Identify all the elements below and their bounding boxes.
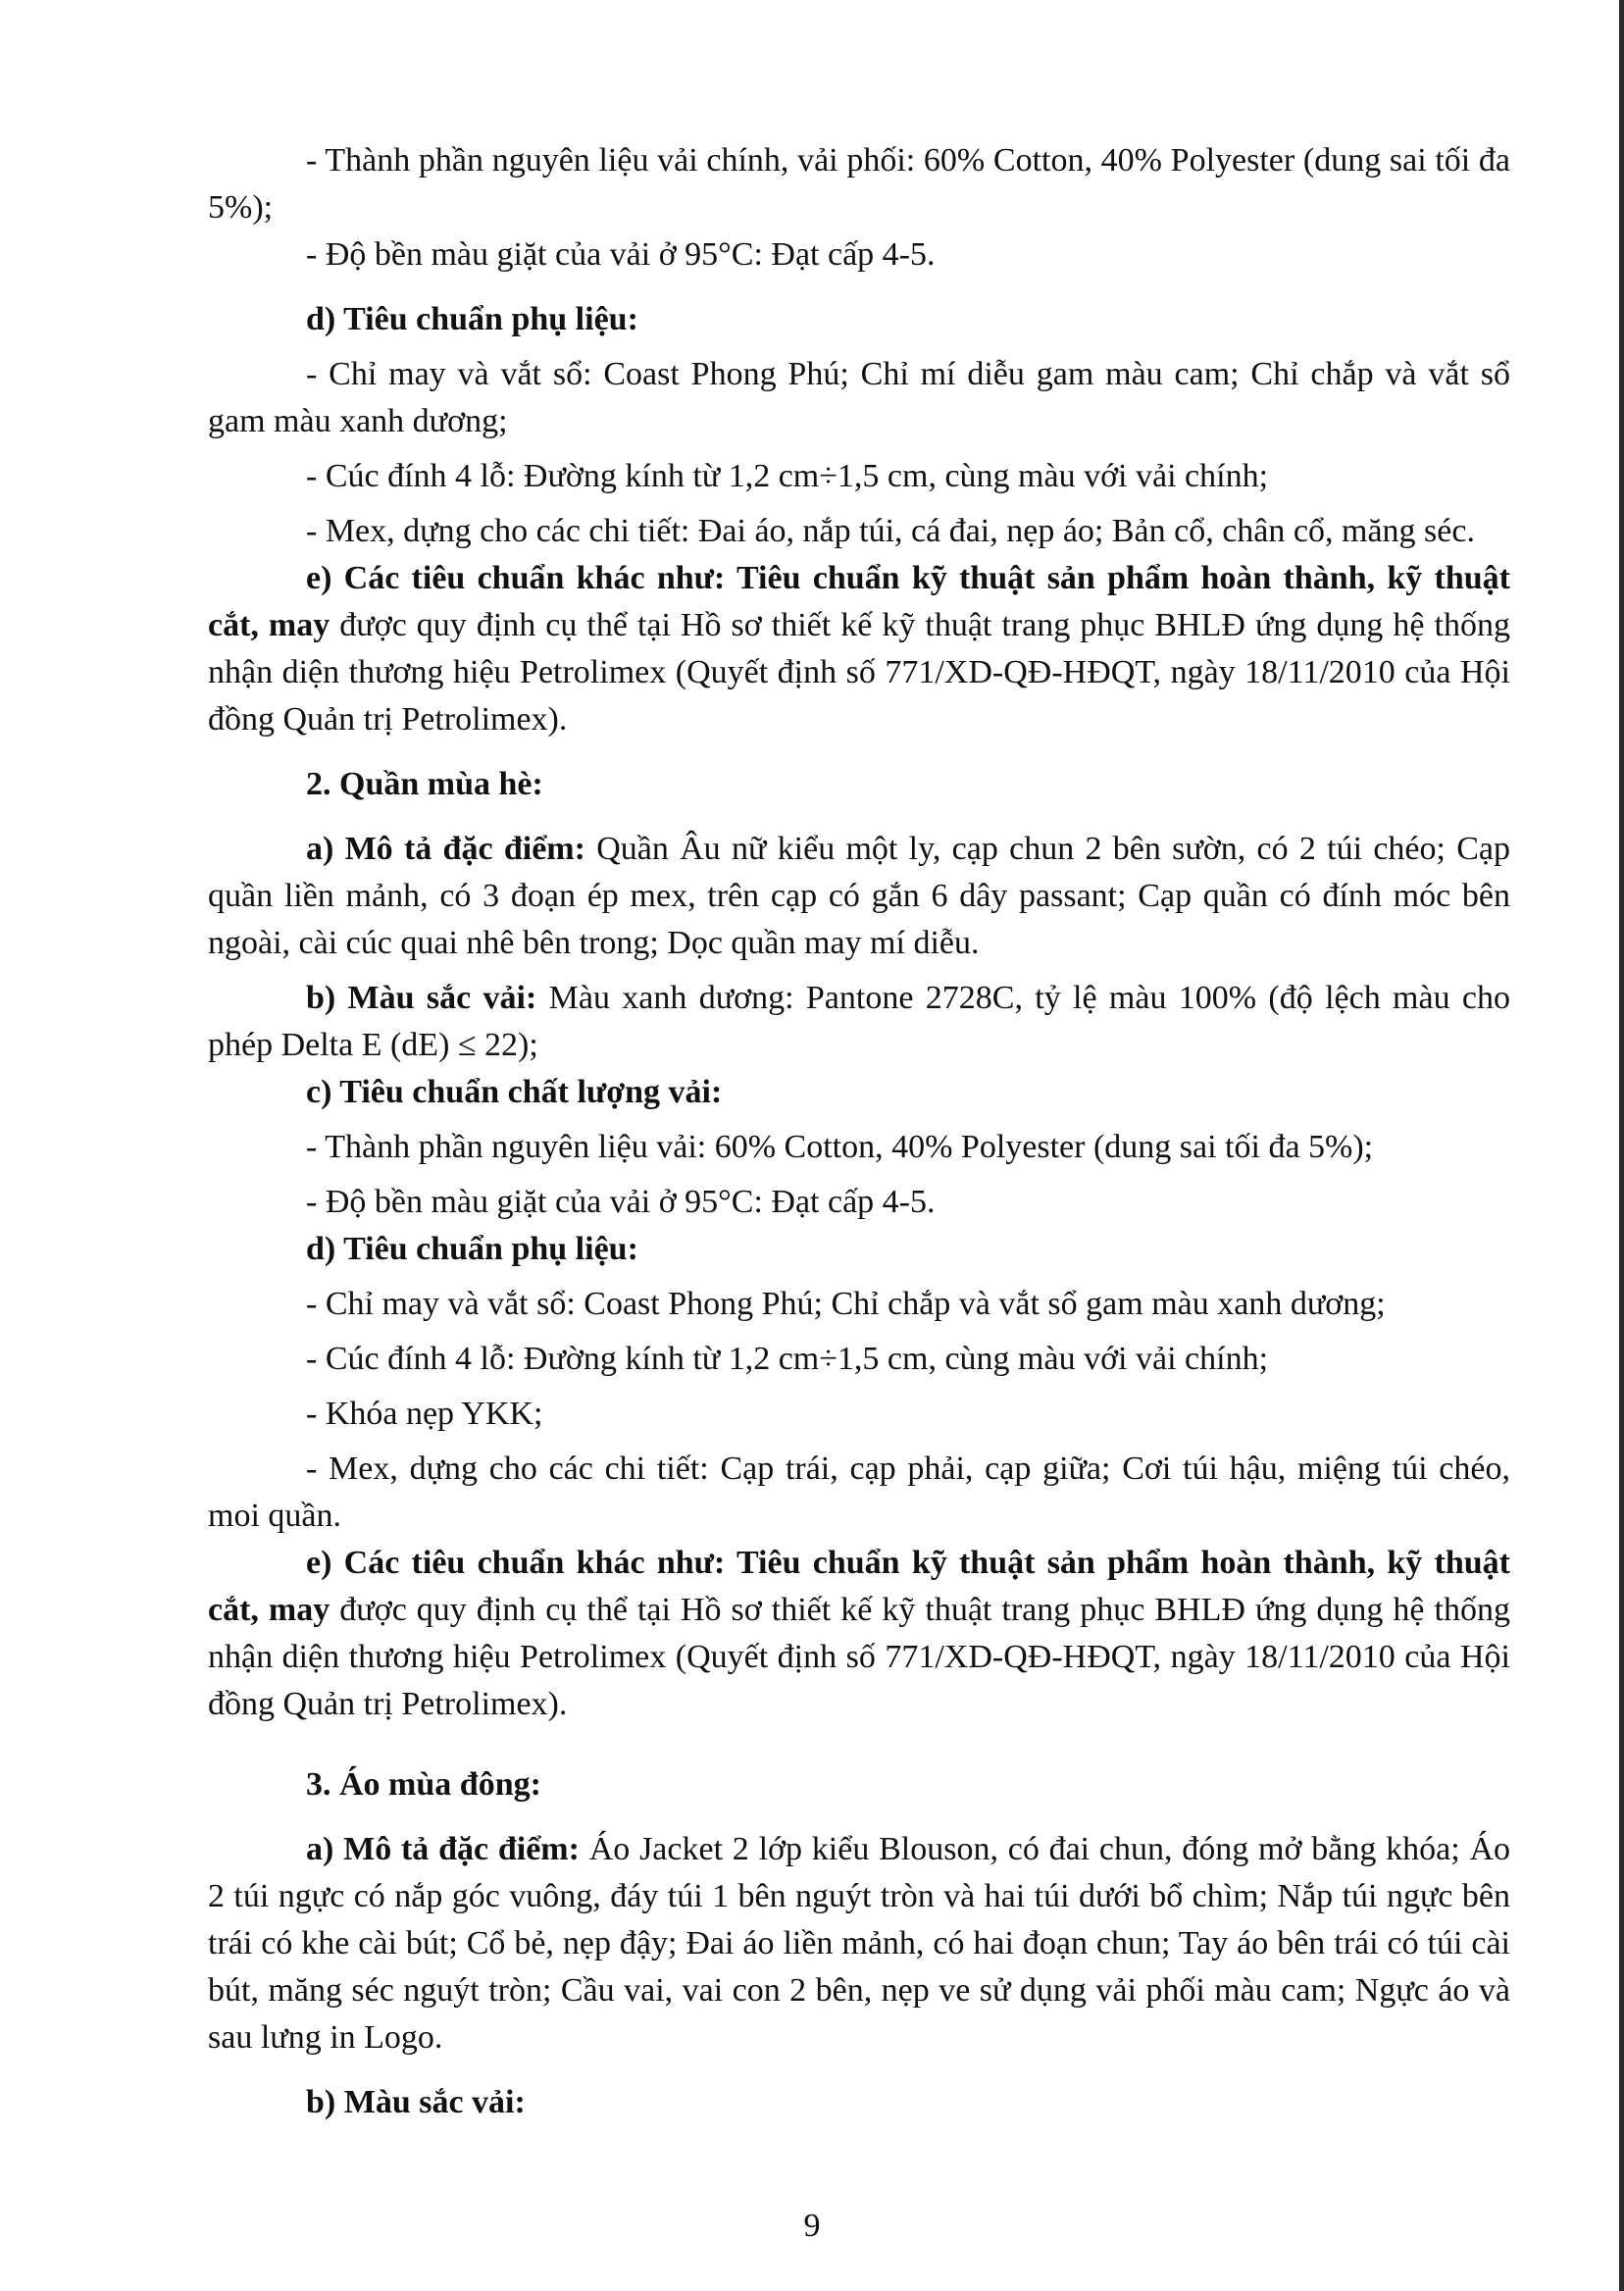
s2-description-label: a) Mô tả đặc điểm: bbox=[306, 831, 585, 867]
s1-wash-fastness: - Độ bền màu giặt của vải ở 95°C: Đạt cấp 4-5. bbox=[306, 236, 936, 273]
s2-color bbox=[208, 975, 1510, 1069]
s2-wash-fastness: - Độ bền màu giặt của vải ở 95°C: Đạt cấp 4-5. bbox=[306, 1184, 936, 1220]
page-edge-shadow bbox=[1619, 0, 1624, 2291]
s2-quality-heading: c) Tiêu chuẩn chất lượng vải: bbox=[306, 1074, 723, 1110]
s2-title: 2. Quần mùa hè: bbox=[306, 766, 543, 802]
s2-other-text: được quy định cụ thể tại Hồ sơ thiết kế kỹ thuật trang phục BHLĐ ứng dụng hệ thống nhận diện thương hiệu Petrolimex (Quyết định số 771/XD-QĐ-HĐQT, ngày 18/11/2010 của Hội đồng Quản trị Petrolimex). bbox=[208, 1592, 1510, 1722]
s2-zipper: - Khóa nẹp YKK; bbox=[306, 1396, 543, 1432]
s1-other-heading: e) Các tiêu chuẩn khác như: Tiêu chuẩn kỹ thuật sản phẩm hoàn thành, kỹ thuật cắt, may bbox=[208, 560, 1510, 643]
s2-other-heading: e) Các tiêu chuẩn khác như: Tiêu chuẩn kỹ thuật sản phẩm hoàn thành, kỹ thuật cắt, may bbox=[208, 1545, 1510, 1628]
page-number: 9 bbox=[803, 2208, 821, 2244]
s2-accessories-heading: d) Tiêu chuẩn phụ liệu: bbox=[306, 1231, 638, 1267]
s3-description bbox=[208, 1826, 1510, 2062]
s1-accessories-heading: d) Tiêu chuẩn phụ liệu: bbox=[306, 301, 638, 337]
s1-thread: - Chỉ may và vắt sổ: Coast Phong Phú; Chỉ mí diễu gam màu cam; Chỉ chắp và vắt sổ gam màu xanh dương; bbox=[208, 356, 1510, 439]
s3-color-label: b) Màu sắc vải: bbox=[306, 2084, 526, 2120]
s1-buttons: - Cúc đính 4 lỗ: Đường kính từ 1,2 cm÷1,5 cm, cùng màu với vải chính; bbox=[306, 458, 1269, 494]
s3-title: 3. Áo mùa đông: bbox=[306, 1766, 541, 1803]
s2-description-text: Quần Âu nữ kiểu một ly, cạp chun 2 bên sườn, có 2 túi chéo; Cạp quần liền mảnh, có 3 đoạn ép mex, trên cạp có gắn 6 dây passant; Cạp quần có đính móc bên ngoài, cài cúc quai nhê bên trong; Dọc quần may mí diễu. bbox=[208, 831, 1511, 961]
s1-other-text: được quy định cụ thể tại Hồ sơ thiết kế kỹ thuật trang phục BHLĐ ứng dụng hệ thống nhận diện thương hiệu Petrolimex (Quyết định số 771/XD-QĐ-HĐQT, ngày 18/11/2010 của Hội đồng Quản trị Petrolimex). bbox=[208, 607, 1510, 738]
s2-interlining: - Mex, dựng cho các chi tiết: Cạp trái, cạp phải, cạp giữa; Cơi túi hậu, miệng túi chéo, moi quần. bbox=[208, 1451, 1510, 1534]
s2-color-label: b) Màu sắc vải: bbox=[306, 980, 537, 1016]
s3-description-label: a) Mô tả đặc điểm: bbox=[306, 1831, 580, 1867]
s3-description-text: Áo Jacket 2 lớp kiểu Blouson, có đai chun, đóng mở bằng khóa; Áo 2 túi ngực có nắp góc vuông, đáy túi 1 bên nguýt tròn và hai túi dưới bổ chìm; Nắp túi ngực bên trái có khe cài bút; Cổ bẻ, nẹp đậy; Đai áo liền mảnh, có hai đoạn chun; Tay áo bên trái có túi cài bút, măng séc nguýt tròn; Cầu vai, vai con 2 bên, nẹp ve sử dụng vải phối màu cam; Ngực áo và sau lưng in Logo. bbox=[208, 1831, 1511, 2056]
document-body bbox=[208, 137, 1510, 2126]
s2-description bbox=[208, 826, 1510, 967]
s2-buttons: - Cúc đính 4 lỗ: Đường kính từ 1,2 cm÷1,5 cm, cùng màu với vải chính; bbox=[306, 1341, 1269, 1377]
s2-other-standards bbox=[208, 1540, 1510, 1728]
s2-fabric-composition: - Thành phần nguyên liệu vải: 60% Cotton, 40% Polyester (dung sai tối đa 5%); bbox=[306, 1129, 1374, 1165]
s2-thread: - Chỉ may và vắt sổ: Coast Phong Phú; Chỉ chắp và vắt sổ gam màu xanh dương; bbox=[306, 1286, 1386, 1322]
s1-other-standards bbox=[208, 555, 1510, 743]
s2-color-text: Màu xanh dương: Pantone 2728C, tỷ lệ màu 100% (độ lệch màu cho phép Delta E (dE) ≤ 22); bbox=[208, 980, 1510, 1063]
s1-interlining: - Mex, dựng cho các chi tiết: Đai áo, nắp túi, cá đai, nẹp áo; Bản cổ, chân cổ, măng séc. bbox=[306, 513, 1475, 549]
s1-fabric-composition: - Thành phần nguyên liệu vải chính, vải phối: 60% Cotton, 40% Polyester (dung sai tối đa 5%); bbox=[208, 142, 1510, 226]
